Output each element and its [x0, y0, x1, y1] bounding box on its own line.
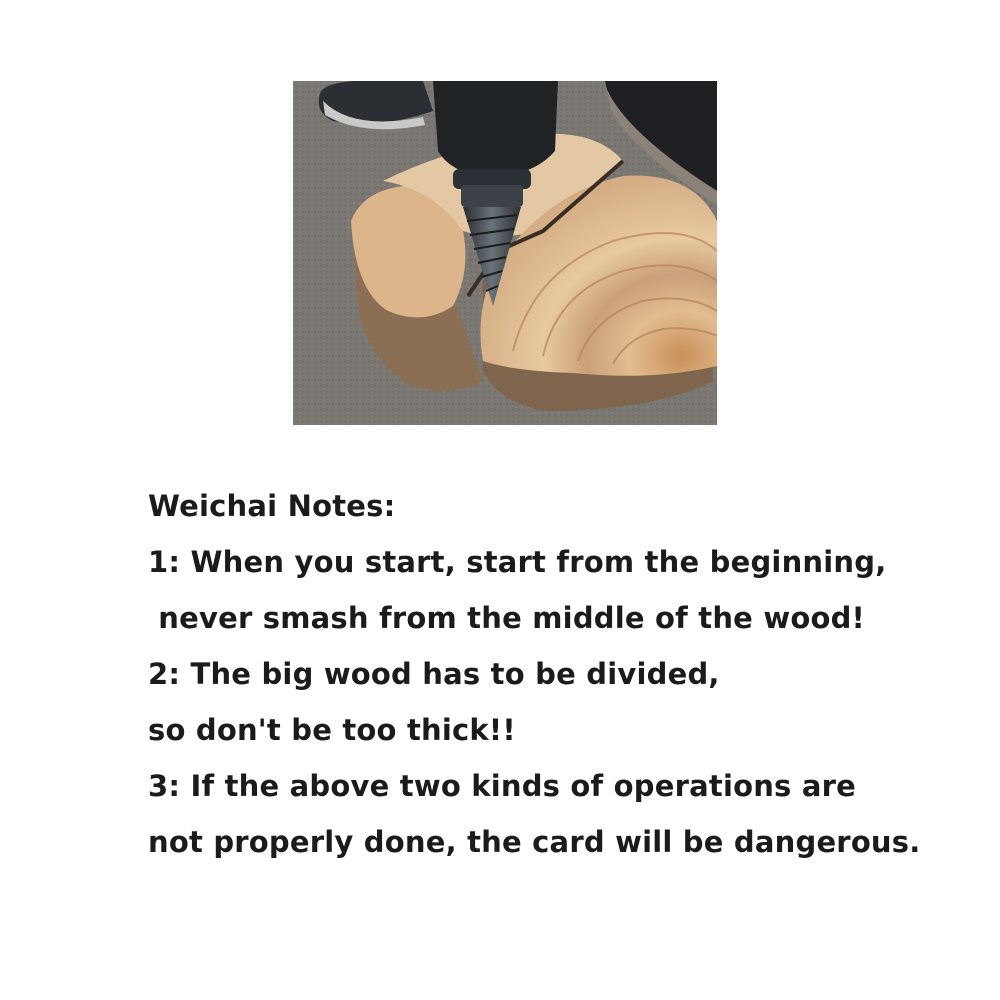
drill-chuck-ring: [461, 185, 523, 207]
notes-section: [148, 478, 948, 870]
notes-title: Weichai Notes:: [148, 489, 396, 523]
wood-splitter-drill-bit-photo-icon: [293, 81, 717, 425]
note-line-4: so don't be too thick!!: [148, 713, 516, 747]
note-line-5: 3: If the above two kinds of operations are: [148, 769, 856, 803]
note-line-6: not properly done, the card will be dangerous.: [148, 825, 921, 859]
note-line-3: 2: The big wood has to be divided,: [148, 657, 720, 691]
note-line-1: 1: When you start, start from the beginning,: [148, 545, 887, 579]
note-line-2: never smash from the middle of the wood!: [148, 601, 865, 635]
drill-body: [433, 81, 558, 176]
product-photo: [293, 81, 717, 425]
